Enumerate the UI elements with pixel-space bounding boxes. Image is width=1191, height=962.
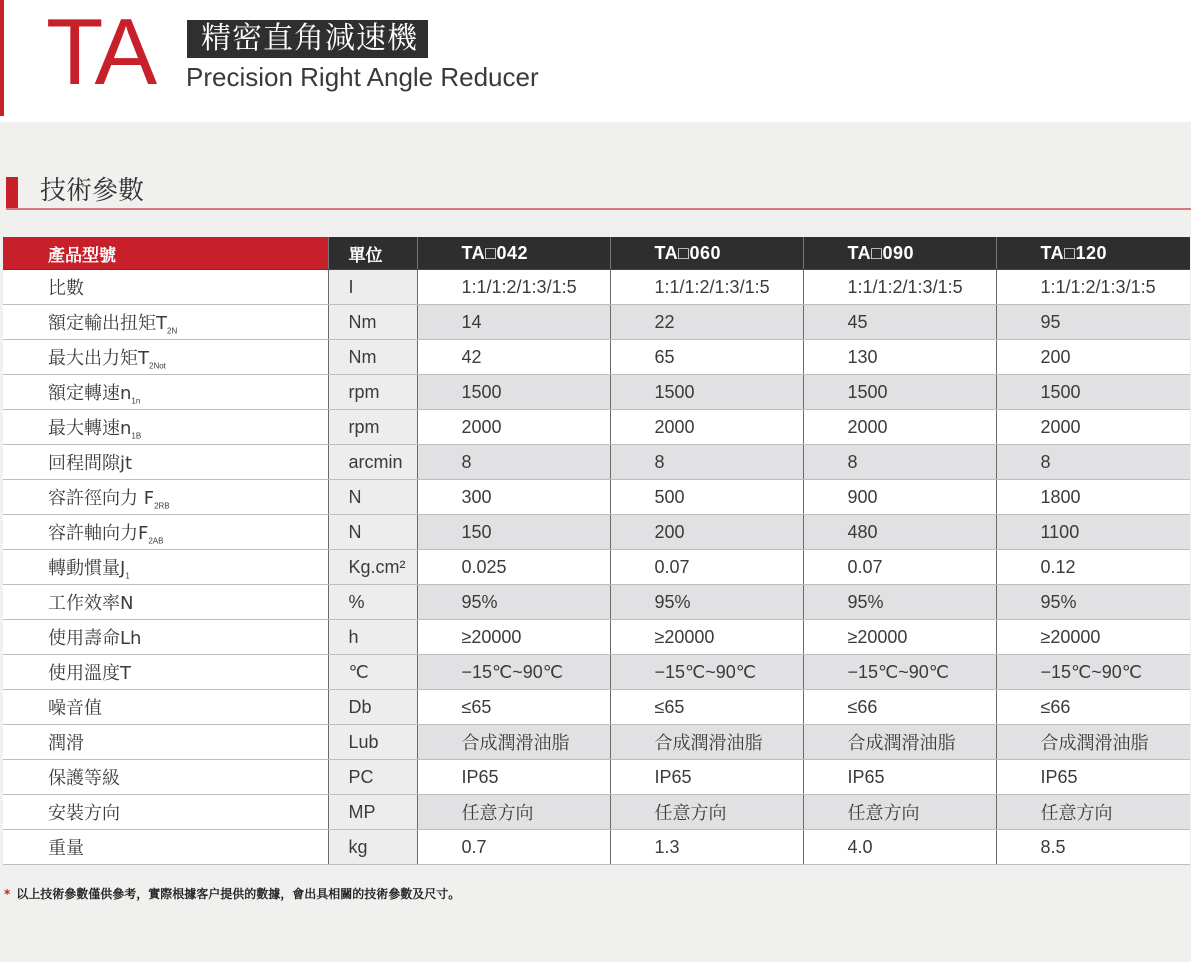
row-unit: kg	[328, 830, 417, 865]
row-value: −15℃~90℃	[803, 655, 996, 690]
table-row	[3, 795, 1190, 830]
row-value: 200	[996, 340, 1190, 375]
row-value: ≤65	[610, 690, 803, 725]
spec-table	[3, 237, 1190, 865]
table-row	[3, 340, 1190, 375]
table-header-row	[3, 237, 1190, 270]
row-value: 0.025	[417, 550, 610, 585]
row-value: IP65	[417, 760, 610, 795]
row-unit: Lub	[328, 725, 417, 760]
row-value: 1500	[996, 375, 1190, 410]
row-unit: h	[328, 620, 417, 655]
table-row	[3, 410, 1190, 445]
row-value: 2000	[417, 410, 610, 445]
row-value: 0.07	[610, 550, 803, 585]
param-label: 重量	[48, 838, 84, 859]
row-value: ≤66	[803, 690, 996, 725]
table-row	[3, 830, 1190, 865]
row-value: 合成潤滑油脂	[803, 725, 996, 760]
row-unit: Db	[328, 690, 417, 725]
section-divider	[6, 208, 1191, 210]
row-param	[3, 725, 328, 760]
row-param	[3, 445, 328, 480]
table-row	[3, 375, 1190, 410]
row-value: 0.12	[996, 550, 1190, 585]
row-value: ≥20000	[417, 620, 610, 655]
row-value: 1800	[996, 480, 1190, 515]
row-value: 任意方向	[996, 795, 1190, 830]
row-param	[3, 620, 328, 655]
title-english: Precision Right Angle Reducer	[186, 62, 539, 92]
row-unit: Kg.cm²	[328, 550, 417, 585]
table-body	[3, 270, 1190, 865]
section-marker	[6, 177, 18, 208]
row-param	[3, 515, 328, 550]
row-unit: MP	[328, 795, 417, 830]
row-value: 900	[803, 480, 996, 515]
row-value: 1100	[996, 515, 1190, 550]
row-unit: PC	[328, 760, 417, 795]
row-value: 1500	[610, 375, 803, 410]
row-param	[3, 690, 328, 725]
row-value: 任意方向	[803, 795, 996, 830]
row-unit: rpm	[328, 375, 417, 410]
row-value: 130	[803, 340, 996, 375]
footnote	[4, 885, 460, 903]
table-row	[3, 585, 1190, 620]
row-param	[3, 550, 328, 585]
param-label: 工作效率N	[48, 593, 134, 614]
param-subscript: 2AB	[148, 536, 164, 546]
table-row	[3, 515, 1190, 550]
row-value: 任意方向	[417, 795, 610, 830]
row-param	[3, 760, 328, 795]
row-value: 4.0	[803, 830, 996, 865]
row-unit: N	[328, 480, 417, 515]
row-value: ≤66	[996, 690, 1190, 725]
row-param	[3, 305, 328, 340]
param-label: 噪音值	[48, 698, 102, 719]
row-param	[3, 655, 328, 690]
param-label: 安裝方向	[48, 803, 120, 824]
table-row	[3, 725, 1190, 760]
row-value: 95%	[610, 585, 803, 620]
row-value: 95%	[417, 585, 610, 620]
row-value: IP65	[996, 760, 1190, 795]
row-unit: arcmin	[328, 445, 417, 480]
table-row	[3, 445, 1190, 480]
param-label: 額定轉速n	[48, 382, 132, 404]
row-value: −15℃~90℃	[610, 655, 803, 690]
table-row	[3, 550, 1190, 585]
row-unit: N	[328, 515, 417, 550]
param-label: 保護等級	[48, 768, 120, 789]
param-subscript: 1n	[131, 396, 141, 406]
row-value: ≥20000	[610, 620, 803, 655]
row-value: 2000	[610, 410, 803, 445]
row-param	[3, 795, 328, 830]
row-value: IP65	[803, 760, 996, 795]
table-row	[3, 620, 1190, 655]
section-title: 技術參數	[40, 176, 145, 206]
row-value: 0.07	[803, 550, 996, 585]
row-unit: Nm	[328, 305, 417, 340]
row-value: 1500	[803, 375, 996, 410]
param-label: 容許徑向力 F	[48, 487, 155, 509]
row-unit: rpm	[328, 410, 417, 445]
row-value: 合成潤滑油脂	[610, 725, 803, 760]
row-value: 8	[803, 445, 996, 480]
param-label: 回程間隙jt	[48, 453, 133, 474]
row-unit: Nm	[328, 340, 417, 375]
row-value: 1:1/1:2/1:3/1:5	[610, 270, 803, 305]
param-label: 最大出力矩T	[48, 347, 149, 369]
row-value: 95%	[803, 585, 996, 620]
row-value: 95	[996, 305, 1190, 340]
row-value: 150	[417, 515, 610, 550]
row-value: 45	[803, 305, 996, 340]
row-param	[3, 270, 328, 305]
row-param	[3, 585, 328, 620]
row-value: 22	[610, 305, 803, 340]
row-value: 0.7	[417, 830, 610, 865]
row-value: 1:1/1:2/1:3/1:5	[803, 270, 996, 305]
param-subscript: 2Not	[149, 361, 166, 371]
row-value: 1500	[417, 375, 610, 410]
row-value: 200	[610, 515, 803, 550]
param-label: 比數	[48, 278, 84, 299]
row-value: 14	[417, 305, 610, 340]
header-model-ta060: TA□060	[610, 237, 803, 270]
accent-bar	[0, 0, 4, 116]
row-value: 8.5	[996, 830, 1190, 865]
row-value: 合成潤滑油脂	[996, 725, 1190, 760]
param-label: 容許軸向力F	[48, 522, 149, 544]
footnote-text: 以上技術參數僅供參考，實際根據客户提供的數據，會出具相關的技術參數及尺寸。	[16, 887, 461, 901]
header-unit: 單位	[328, 237, 417, 270]
header-model-ta042: TA□042	[417, 237, 610, 270]
row-value: 8	[610, 445, 803, 480]
header-model-ta120: TA□120	[996, 237, 1190, 270]
row-value: 1.3	[610, 830, 803, 865]
table-row	[3, 760, 1190, 795]
row-value: −15℃~90℃	[996, 655, 1190, 690]
row-value: 95%	[996, 585, 1190, 620]
param-label: 額定輸出扭矩T	[48, 312, 167, 334]
footnote-mark: *	[4, 887, 11, 901]
row-value: 8	[417, 445, 610, 480]
table-row	[3, 305, 1190, 340]
param-subscript: 2N	[167, 326, 178, 336]
row-value: 42	[417, 340, 610, 375]
param-label: 使用壽命Lh	[48, 628, 142, 649]
row-param	[3, 480, 328, 515]
row-value: 2000	[996, 410, 1190, 445]
row-value: −15℃~90℃	[417, 655, 610, 690]
row-param	[3, 375, 328, 410]
row-value: 500	[610, 480, 803, 515]
row-value: 任意方向	[610, 795, 803, 830]
row-value: 2000	[803, 410, 996, 445]
table-row	[3, 690, 1190, 725]
row-value: IP65	[610, 760, 803, 795]
row-param	[3, 830, 328, 865]
row-value: 8	[996, 445, 1190, 480]
row-value: ≥20000	[996, 620, 1190, 655]
row-unit: ℃	[328, 655, 417, 690]
row-param	[3, 410, 328, 445]
param-label: 潤滑	[48, 733, 84, 754]
row-value: 300	[417, 480, 610, 515]
brand-logo: TA	[46, 0, 156, 104]
param-label: 使用溫度T	[48, 663, 131, 684]
row-value: 480	[803, 515, 996, 550]
row-unit: I	[328, 270, 417, 305]
param-label: 轉動慣量J	[48, 557, 126, 579]
table-row	[3, 655, 1190, 690]
param-subscript: 1	[125, 571, 130, 581]
table-row	[3, 270, 1190, 305]
row-value: ≤65	[417, 690, 610, 725]
row-value: 1:1/1:2/1:3/1:5	[996, 270, 1190, 305]
param-subscript: 1B	[131, 431, 142, 441]
table-row	[3, 480, 1190, 515]
param-label: 最大轉速n	[48, 417, 132, 439]
param-subscript: 2RB	[154, 501, 170, 511]
page-header	[0, 0, 1191, 122]
header-model-label: 產品型號	[3, 237, 328, 270]
row-value: ≥20000	[803, 620, 996, 655]
row-param	[3, 340, 328, 375]
row-value: 1:1/1:2/1:3/1:5	[417, 270, 610, 305]
row-value: 合成潤滑油脂	[417, 725, 610, 760]
header-model-ta090: TA□090	[803, 237, 996, 270]
row-value: 65	[610, 340, 803, 375]
title-chinese: 精密直角減速機	[187, 20, 428, 58]
row-unit: %	[328, 585, 417, 620]
